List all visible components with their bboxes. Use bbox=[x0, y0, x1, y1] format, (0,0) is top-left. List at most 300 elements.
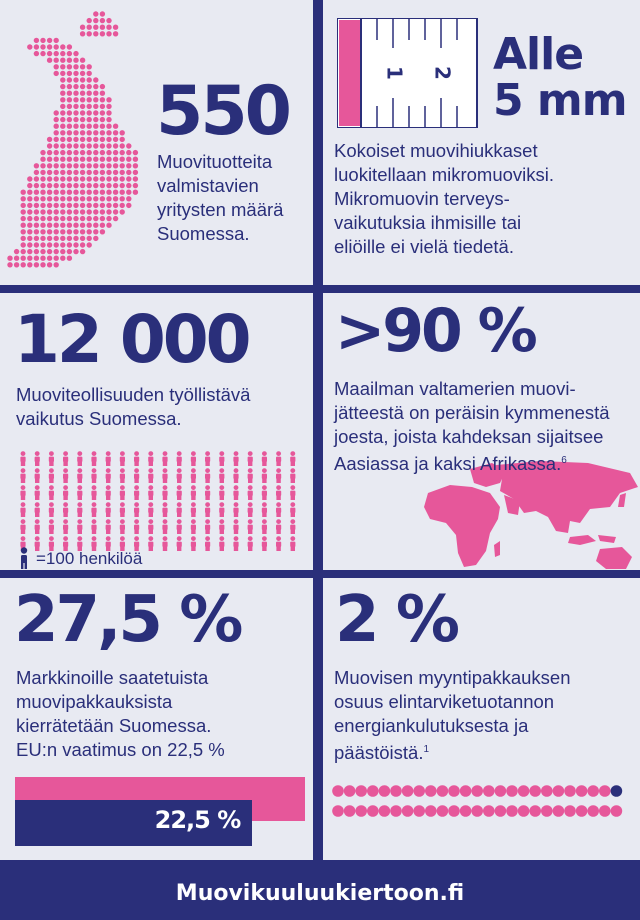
ocean-number: >90 % bbox=[335, 296, 535, 366]
finland-dot bbox=[40, 150, 45, 155]
employment-line: vaikutus Suomessa. bbox=[16, 408, 182, 429]
finland-dot bbox=[87, 183, 92, 188]
finland-dot bbox=[93, 157, 98, 162]
finland-dot bbox=[40, 203, 45, 208]
finland-dot bbox=[87, 209, 92, 214]
energy-dot bbox=[541, 785, 553, 797]
ocean-line: Maailman valtamerien muovi- bbox=[334, 378, 576, 399]
person-figure bbox=[134, 468, 139, 483]
energy-dot bbox=[355, 805, 367, 817]
finland-dot bbox=[73, 190, 78, 195]
finland-dot bbox=[27, 249, 32, 254]
person-figure bbox=[63, 502, 68, 517]
person-figure bbox=[205, 468, 210, 483]
finland-dot bbox=[73, 163, 78, 168]
finland-dot bbox=[60, 84, 65, 89]
finland-dot bbox=[126, 203, 131, 208]
finland-dot bbox=[106, 97, 111, 102]
finland-dot bbox=[93, 104, 98, 109]
finland-dot bbox=[113, 31, 118, 36]
finland-dot bbox=[7, 262, 12, 267]
finland-dot bbox=[106, 223, 111, 228]
finland-dot bbox=[100, 137, 105, 142]
finland-dot bbox=[93, 77, 98, 82]
person-figure bbox=[162, 519, 167, 534]
energy-dot bbox=[599, 805, 611, 817]
finland-dot bbox=[80, 97, 85, 102]
finland-dot bbox=[34, 216, 39, 221]
person-figure bbox=[148, 519, 153, 534]
person-figure bbox=[20, 468, 25, 483]
finland-dot bbox=[120, 176, 125, 181]
finland-dot bbox=[60, 216, 65, 221]
finland-dot bbox=[113, 183, 118, 188]
finland-dot bbox=[34, 256, 39, 261]
finland-dot bbox=[87, 124, 92, 129]
finland-dot bbox=[47, 203, 52, 208]
finland-dot bbox=[40, 183, 45, 188]
energy-line: energiankulutuksesta ja bbox=[334, 715, 529, 736]
companies-line: Muovituotteita bbox=[157, 151, 273, 172]
finland-dot bbox=[80, 77, 85, 82]
finland-dot bbox=[100, 163, 105, 168]
finland-dot bbox=[54, 71, 59, 76]
finland-dot bbox=[100, 216, 105, 221]
person-legend: =100 henkilöä bbox=[36, 549, 143, 568]
finland-dot bbox=[67, 223, 72, 228]
person-figure bbox=[276, 451, 281, 466]
finland-dot bbox=[27, 209, 32, 214]
ocean-panel bbox=[323, 293, 640, 570]
person-figure bbox=[233, 451, 238, 466]
microplastic-line: vaikutuksia ihmisille tai bbox=[334, 212, 522, 233]
finland-dot bbox=[34, 196, 39, 201]
person-figure bbox=[233, 536, 238, 551]
finland-dot bbox=[73, 71, 78, 76]
finland-dot bbox=[87, 31, 92, 36]
person-figure bbox=[120, 468, 125, 483]
energy-dot bbox=[495, 785, 507, 797]
finland-dot bbox=[126, 196, 131, 201]
person-figure bbox=[191, 468, 196, 483]
person-figure bbox=[63, 485, 68, 500]
finland-dot bbox=[87, 203, 92, 208]
finland-dot bbox=[113, 196, 118, 201]
finland-dot bbox=[54, 176, 59, 181]
person-figure bbox=[106, 451, 111, 466]
finland-dot bbox=[40, 196, 45, 201]
person-figure bbox=[248, 451, 253, 466]
person-figure bbox=[262, 468, 267, 483]
finland-dot bbox=[40, 256, 45, 261]
finland-dot bbox=[54, 209, 59, 214]
finland-dot bbox=[120, 150, 125, 155]
finland-dot bbox=[80, 176, 85, 181]
finland-dot bbox=[47, 183, 52, 188]
finland-dot bbox=[80, 203, 85, 208]
finland-dot bbox=[67, 137, 72, 142]
person-figure bbox=[233, 502, 238, 517]
finland-dot bbox=[87, 71, 92, 76]
finland-dot bbox=[93, 236, 98, 241]
finland-dot bbox=[100, 18, 105, 23]
finland-dot bbox=[47, 256, 52, 261]
finland-dot bbox=[60, 51, 65, 56]
finland-dot bbox=[100, 190, 105, 195]
finland-dot bbox=[87, 18, 92, 23]
finland-dot bbox=[21, 242, 26, 247]
finland-dot bbox=[113, 190, 118, 195]
person-figure bbox=[248, 519, 253, 534]
finland-dot bbox=[67, 236, 72, 241]
finland-dot bbox=[27, 44, 32, 49]
person-figure bbox=[106, 519, 111, 534]
finland-dot bbox=[67, 91, 72, 96]
finland-dot bbox=[34, 190, 39, 195]
finland-dot bbox=[54, 203, 59, 208]
finland-dot bbox=[93, 110, 98, 115]
finland-dot bbox=[47, 150, 52, 155]
finland-dot bbox=[100, 31, 105, 36]
finland-dot bbox=[54, 44, 59, 49]
finland-dot bbox=[27, 229, 32, 234]
finland-dot bbox=[113, 25, 118, 30]
person-figure bbox=[219, 502, 224, 517]
finland-dot bbox=[34, 183, 39, 188]
finland-dot bbox=[80, 31, 85, 36]
finland-dot bbox=[54, 124, 59, 129]
finland-dot bbox=[126, 143, 131, 148]
energy-dot bbox=[460, 805, 472, 817]
energy-dot bbox=[541, 805, 553, 817]
energy-dot bbox=[390, 785, 402, 797]
energy-dot bbox=[402, 785, 414, 797]
microplastic-panel bbox=[323, 0, 640, 285]
finland-dot bbox=[73, 124, 78, 129]
energy-dot bbox=[529, 805, 541, 817]
energy-dot bbox=[553, 785, 565, 797]
finland-dot bbox=[120, 130, 125, 135]
finland-dot bbox=[106, 18, 111, 23]
finland-dot bbox=[21, 229, 26, 234]
person-figure bbox=[205, 502, 210, 517]
finland-dot bbox=[133, 150, 138, 155]
energy-line-text: päästöistä. bbox=[334, 742, 424, 764]
person-figure bbox=[233, 519, 238, 534]
person-figure bbox=[162, 502, 167, 517]
finland-dot bbox=[67, 163, 72, 168]
finland-dot bbox=[80, 137, 85, 142]
finland-dot bbox=[40, 157, 45, 162]
person-figure bbox=[290, 536, 295, 551]
finland-dot bbox=[67, 71, 72, 76]
finland-dot bbox=[60, 209, 65, 214]
energy-dot bbox=[599, 785, 611, 797]
person-figure bbox=[35, 485, 40, 500]
person-figure bbox=[290, 519, 295, 534]
finland-dot bbox=[60, 137, 65, 142]
energy-dot bbox=[413, 785, 425, 797]
finland-dot bbox=[106, 130, 111, 135]
finland-dot bbox=[27, 223, 32, 228]
finland-dot bbox=[60, 242, 65, 247]
recycling-panel bbox=[0, 578, 313, 860]
finland-dot bbox=[133, 190, 138, 195]
recycling-line: muovipakkauksista bbox=[16, 691, 173, 712]
energy-text bbox=[334, 666, 571, 765]
finland-dot bbox=[73, 216, 78, 221]
finland-dot bbox=[54, 51, 59, 56]
finland-dot bbox=[133, 157, 138, 162]
finland-dot bbox=[87, 150, 92, 155]
energy-dot bbox=[390, 805, 402, 817]
energy-dot bbox=[402, 805, 414, 817]
finland-dot bbox=[54, 216, 59, 221]
finland-dot bbox=[60, 71, 65, 76]
microplastic-line: Kokoiset muovihiukkaset bbox=[334, 140, 538, 161]
person-figure bbox=[35, 451, 40, 466]
finland-dot bbox=[106, 157, 111, 162]
finland-dot bbox=[113, 176, 118, 181]
finland-dot bbox=[34, 262, 39, 267]
finland-dot bbox=[73, 236, 78, 241]
energy-dot bbox=[448, 805, 460, 817]
finland-dot bbox=[60, 130, 65, 135]
finland-dot bbox=[67, 216, 72, 221]
finland-dot bbox=[80, 71, 85, 76]
finland-dot bbox=[21, 262, 26, 267]
finland-dot bbox=[93, 130, 98, 135]
finland-dot bbox=[60, 157, 65, 162]
person-figure bbox=[120, 451, 125, 466]
finland-dot bbox=[126, 150, 131, 155]
finland-dot bbox=[54, 223, 59, 228]
finland-dot bbox=[27, 183, 32, 188]
finland-dot bbox=[47, 38, 52, 43]
person-figure bbox=[162, 451, 167, 466]
finland-dot bbox=[73, 223, 78, 228]
person-figure bbox=[49, 519, 54, 534]
finland-dot bbox=[113, 124, 118, 129]
finland-dot bbox=[93, 223, 98, 228]
energy-dot bbox=[529, 785, 541, 797]
finland-dot bbox=[100, 203, 105, 208]
finland-dot bbox=[40, 236, 45, 241]
finland-dot bbox=[100, 223, 105, 228]
finland-dot bbox=[73, 97, 78, 102]
finland-dot bbox=[120, 183, 125, 188]
finland-dot bbox=[73, 183, 78, 188]
finland-dot bbox=[21, 223, 26, 228]
person-figure bbox=[148, 536, 153, 551]
finland-dot bbox=[87, 77, 92, 82]
finland-dot bbox=[54, 256, 59, 261]
finland-dot bbox=[106, 190, 111, 195]
energy-panel bbox=[323, 578, 640, 860]
finland-dot bbox=[80, 58, 85, 63]
microplastic-line: eliöille ei vielä tiedetä. bbox=[334, 236, 514, 257]
person-figure bbox=[91, 502, 96, 517]
finland-dot bbox=[93, 170, 98, 175]
finland-dot bbox=[60, 223, 65, 228]
finland-dot bbox=[80, 91, 85, 96]
finland-dot bbox=[106, 150, 111, 155]
finland-dot bbox=[34, 176, 39, 181]
finland-dot bbox=[67, 150, 72, 155]
finland-dot bbox=[40, 249, 45, 254]
finland-dot bbox=[93, 97, 98, 102]
finland-dot bbox=[54, 190, 59, 195]
energy-dot bbox=[344, 805, 356, 817]
finland-dot bbox=[113, 163, 118, 168]
finland-dot bbox=[133, 176, 138, 181]
finland-dot bbox=[87, 163, 92, 168]
finland-dot bbox=[67, 117, 72, 122]
finland-dot bbox=[100, 170, 105, 175]
finland-dot bbox=[80, 143, 85, 148]
energy-dot bbox=[379, 785, 391, 797]
finland-dot bbox=[93, 137, 98, 142]
microplastic-number bbox=[493, 29, 627, 126]
finland-dot bbox=[40, 163, 45, 168]
person-figure bbox=[276, 536, 281, 551]
finland-dot bbox=[47, 249, 52, 254]
energy-dots bbox=[331, 784, 631, 854]
finland-dot bbox=[40, 216, 45, 221]
energy-dot bbox=[379, 805, 391, 817]
finland-dot bbox=[34, 249, 39, 254]
finland-dot bbox=[73, 91, 78, 96]
finland-dot bbox=[80, 84, 85, 89]
finland-dot bbox=[80, 124, 85, 129]
finland-dot bbox=[73, 137, 78, 142]
energy-dot bbox=[448, 785, 460, 797]
finland-dot bbox=[113, 157, 118, 162]
person-figure bbox=[262, 485, 267, 500]
finland-dot bbox=[106, 117, 111, 122]
energy-dot bbox=[576, 805, 588, 817]
finland-dot bbox=[34, 229, 39, 234]
finland-dot bbox=[87, 236, 92, 241]
finland-dot bbox=[93, 190, 98, 195]
finland-dot bbox=[100, 91, 105, 96]
finland-dot bbox=[67, 183, 72, 188]
footer-url[interactable]: Muovikuuluukiertoon.fi bbox=[175, 881, 465, 906]
employment-text bbox=[16, 383, 250, 431]
finland-dot bbox=[47, 176, 52, 181]
finland-dot bbox=[93, 183, 98, 188]
finland-dot bbox=[93, 91, 98, 96]
finland-dot bbox=[67, 190, 72, 195]
finland-dot bbox=[40, 176, 45, 181]
finland-dot bbox=[106, 176, 111, 181]
finland-dot bbox=[73, 130, 78, 135]
finland-dot bbox=[60, 236, 65, 241]
finland-dot bbox=[47, 44, 52, 49]
finland-dot bbox=[60, 203, 65, 208]
finland-dot bbox=[60, 77, 65, 82]
finland-dot bbox=[67, 143, 72, 148]
finland-dot bbox=[67, 170, 72, 175]
finland-dot bbox=[47, 190, 52, 195]
persons-grid bbox=[18, 451, 308, 551]
finland-dot bbox=[60, 104, 65, 109]
finland-dot bbox=[100, 229, 105, 234]
finland-dot bbox=[54, 236, 59, 241]
finland-dot bbox=[100, 117, 105, 122]
finland-dot bbox=[47, 196, 52, 201]
person-figure bbox=[120, 502, 125, 517]
finland-dot bbox=[34, 242, 39, 247]
finland-dot bbox=[113, 203, 118, 208]
person-figure bbox=[248, 485, 253, 500]
finland-dot bbox=[60, 196, 65, 201]
finland-dot bbox=[47, 209, 52, 214]
finland-dot bbox=[47, 58, 52, 63]
companies-number: 550 bbox=[156, 72, 289, 151]
energy-dot bbox=[332, 785, 344, 797]
finland-dot bbox=[87, 64, 92, 69]
energy-footnote: 1 bbox=[423, 744, 430, 755]
finland-dot bbox=[80, 170, 85, 175]
person-figure bbox=[219, 519, 224, 534]
finland-dot bbox=[67, 196, 72, 201]
finland-dot bbox=[87, 130, 92, 135]
finland-dot bbox=[27, 190, 32, 195]
companies-line: yritysten määrä bbox=[157, 199, 284, 220]
finland-dot bbox=[73, 150, 78, 155]
person-figure bbox=[20, 519, 25, 534]
energy-dot bbox=[483, 785, 495, 797]
person-figure bbox=[233, 468, 238, 483]
person-figure bbox=[248, 468, 253, 483]
finland-dot bbox=[60, 64, 65, 69]
energy-line: osuus elintarviketuotannon bbox=[334, 691, 555, 712]
finland-dot bbox=[14, 249, 19, 254]
finland-dot bbox=[54, 157, 59, 162]
finland-dot bbox=[54, 249, 59, 254]
person-figure bbox=[205, 519, 210, 534]
finland-dot bbox=[27, 176, 32, 181]
finland-dot bbox=[80, 183, 85, 188]
world-map-icon bbox=[420, 461, 640, 570]
finland-dot bbox=[54, 183, 59, 188]
recycling-line: Markkinoille saatetuista bbox=[16, 667, 209, 688]
employment-panel bbox=[0, 293, 313, 570]
finland-dot bbox=[87, 170, 92, 175]
finland-dot bbox=[100, 143, 105, 148]
finland-dot bbox=[27, 203, 32, 208]
finland-dot bbox=[120, 163, 125, 168]
finland-dot bbox=[113, 216, 118, 221]
finland-dot bbox=[113, 150, 118, 155]
person-figure bbox=[290, 451, 295, 466]
energy-dot bbox=[587, 785, 599, 797]
energy-dot bbox=[367, 805, 379, 817]
person-figure bbox=[134, 451, 139, 466]
finland-dot bbox=[100, 97, 105, 102]
person-figure bbox=[106, 485, 111, 500]
person-figure bbox=[63, 519, 68, 534]
finland-dot bbox=[80, 236, 85, 241]
energy-dot bbox=[344, 785, 356, 797]
finland-dot bbox=[27, 256, 32, 261]
person-figure bbox=[63, 451, 68, 466]
finland-dot bbox=[93, 84, 98, 89]
person-figure bbox=[106, 468, 111, 483]
finland-dot bbox=[106, 137, 111, 142]
finland-dot bbox=[67, 104, 72, 109]
